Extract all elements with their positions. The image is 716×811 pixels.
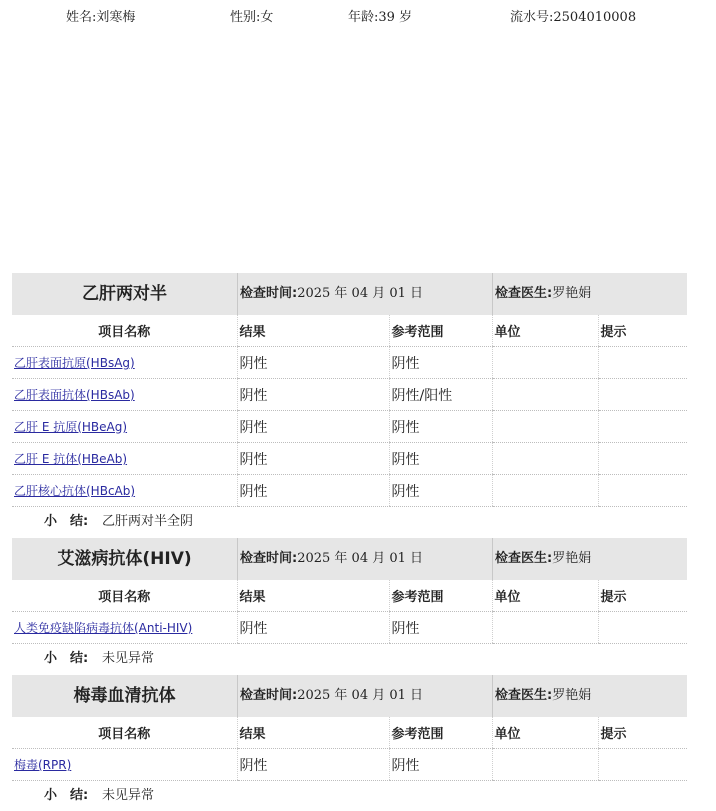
result-cell: 阴性 bbox=[237, 443, 389, 475]
col-range-header: 参考范围 bbox=[389, 580, 492, 612]
result-cell: 阴性 bbox=[237, 749, 389, 781]
col-result-header: 结果 bbox=[237, 717, 389, 749]
check-time: 检查时间:2025 年 04 月 01 日 bbox=[240, 286, 424, 301]
hint-cell bbox=[598, 411, 687, 443]
col-result-header: 结果 bbox=[237, 315, 389, 347]
col-item-header: 项目名称 bbox=[12, 717, 237, 749]
summary-text: 乙肝两对半全阴 bbox=[102, 514, 194, 529]
col-unit-header: 单位 bbox=[492, 717, 598, 749]
patient-header bbox=[0, 6, 716, 24]
check-time: 检查时间:2025 年 04 月 01 日 bbox=[240, 688, 424, 703]
col-range-header: 参考范围 bbox=[389, 717, 492, 749]
summary-text: 未见异常 bbox=[102, 651, 155, 666]
summary-label: 小 结: bbox=[44, 651, 89, 666]
col-item-header: 项目名称 bbox=[12, 580, 237, 612]
range-cell: 阴性 bbox=[389, 475, 492, 507]
doctor: 检查医生:罗艳娟 bbox=[495, 551, 592, 566]
section-summary bbox=[12, 644, 687, 674]
section-summary bbox=[12, 507, 687, 537]
table-row bbox=[12, 749, 687, 781]
item-link[interactable]: 乙肝表面抗体(HBsAb) bbox=[14, 388, 135, 402]
hint-cell bbox=[598, 347, 687, 379]
col-hint-header: 提示 bbox=[598, 580, 687, 612]
col-unit-header: 单位 bbox=[492, 580, 598, 612]
item-link[interactable]: 梅毒(RPR) bbox=[14, 758, 72, 772]
unit-cell bbox=[492, 612, 598, 644]
doctor: 检查医生:罗艳娟 bbox=[495, 286, 592, 301]
doctor: 检查医生:罗艳娟 bbox=[495, 688, 592, 703]
range-cell: 阴性 bbox=[389, 749, 492, 781]
check-time: 检查时间:2025 年 04 月 01 日 bbox=[240, 551, 424, 566]
hint-cell bbox=[598, 749, 687, 781]
table-header-row bbox=[12, 315, 687, 347]
unit-cell bbox=[492, 411, 598, 443]
unit-cell bbox=[492, 443, 598, 475]
col-result-header: 结果 bbox=[237, 580, 389, 612]
summary-label: 小 结: bbox=[44, 788, 89, 803]
section-summary bbox=[12, 781, 687, 811]
section-header bbox=[12, 538, 687, 580]
section-hiv bbox=[12, 538, 687, 674]
unit-cell bbox=[492, 347, 598, 379]
result-cell: 阴性 bbox=[237, 475, 389, 507]
unit-cell bbox=[492, 379, 598, 411]
table-header-row bbox=[12, 717, 687, 749]
table-row bbox=[12, 379, 687, 411]
hint-cell bbox=[598, 612, 687, 644]
section-hbv bbox=[12, 273, 687, 537]
patient-name: 姓名:刘寒梅 bbox=[66, 10, 136, 25]
item-link[interactable]: 乙肝 E 抗原(HBeAg) bbox=[14, 420, 128, 434]
col-hint-header: 提示 bbox=[598, 717, 687, 749]
results-table bbox=[12, 580, 687, 644]
col-unit-header: 单位 bbox=[492, 315, 598, 347]
section-header bbox=[12, 273, 687, 315]
section-syphilis bbox=[12, 675, 687, 811]
range-cell: 阴性 bbox=[389, 411, 492, 443]
col-range-header: 参考范围 bbox=[389, 315, 492, 347]
table-row bbox=[12, 411, 687, 443]
item-link[interactable]: 人类免疫缺陷病毒抗体(Anti-HIV) bbox=[14, 621, 193, 635]
item-link[interactable]: 乙肝核心抗体(HBcAb) bbox=[14, 484, 136, 498]
summary-label: 小 结: bbox=[44, 514, 89, 529]
patient-sex: 性别:女 bbox=[230, 10, 274, 25]
serial-number: 流水号:2504010008 bbox=[510, 10, 637, 25]
table-header-row bbox=[12, 580, 687, 612]
result-cell: 阴性 bbox=[237, 411, 389, 443]
result-cell: 阴性 bbox=[237, 612, 389, 644]
range-cell: 阴性 bbox=[389, 612, 492, 644]
col-hint-header: 提示 bbox=[598, 315, 687, 347]
results-table bbox=[12, 315, 687, 507]
range-cell: 阴性/阳性 bbox=[389, 379, 492, 411]
hint-cell bbox=[598, 379, 687, 411]
table-row bbox=[12, 612, 687, 644]
patient-age: 年龄:39 岁 bbox=[348, 10, 413, 25]
section-title: 艾滋病抗体(HIV) bbox=[57, 549, 192, 569]
section-header bbox=[12, 675, 687, 717]
summary-text: 未见异常 bbox=[102, 788, 155, 803]
section-title: 乙肝两对半 bbox=[82, 284, 167, 304]
range-cell: 阴性 bbox=[389, 443, 492, 475]
col-item-header: 项目名称 bbox=[12, 315, 237, 347]
table-row bbox=[12, 475, 687, 507]
range-cell: 阴性 bbox=[389, 347, 492, 379]
hint-cell bbox=[598, 475, 687, 507]
table-row bbox=[12, 347, 687, 379]
unit-cell bbox=[492, 749, 598, 781]
result-cell: 阴性 bbox=[237, 379, 389, 411]
hint-cell bbox=[598, 443, 687, 475]
unit-cell bbox=[492, 475, 598, 507]
blank-area bbox=[10, 40, 710, 260]
section-title: 梅毒血清抗体 bbox=[73, 686, 176, 706]
table-row bbox=[12, 443, 687, 475]
item-link[interactable]: 乙肝表面抗原(HBsAg) bbox=[14, 356, 135, 370]
result-cell: 阴性 bbox=[237, 347, 389, 379]
results-table bbox=[12, 717, 687, 781]
item-link[interactable]: 乙肝 E 抗体(HBeAb) bbox=[14, 452, 128, 466]
